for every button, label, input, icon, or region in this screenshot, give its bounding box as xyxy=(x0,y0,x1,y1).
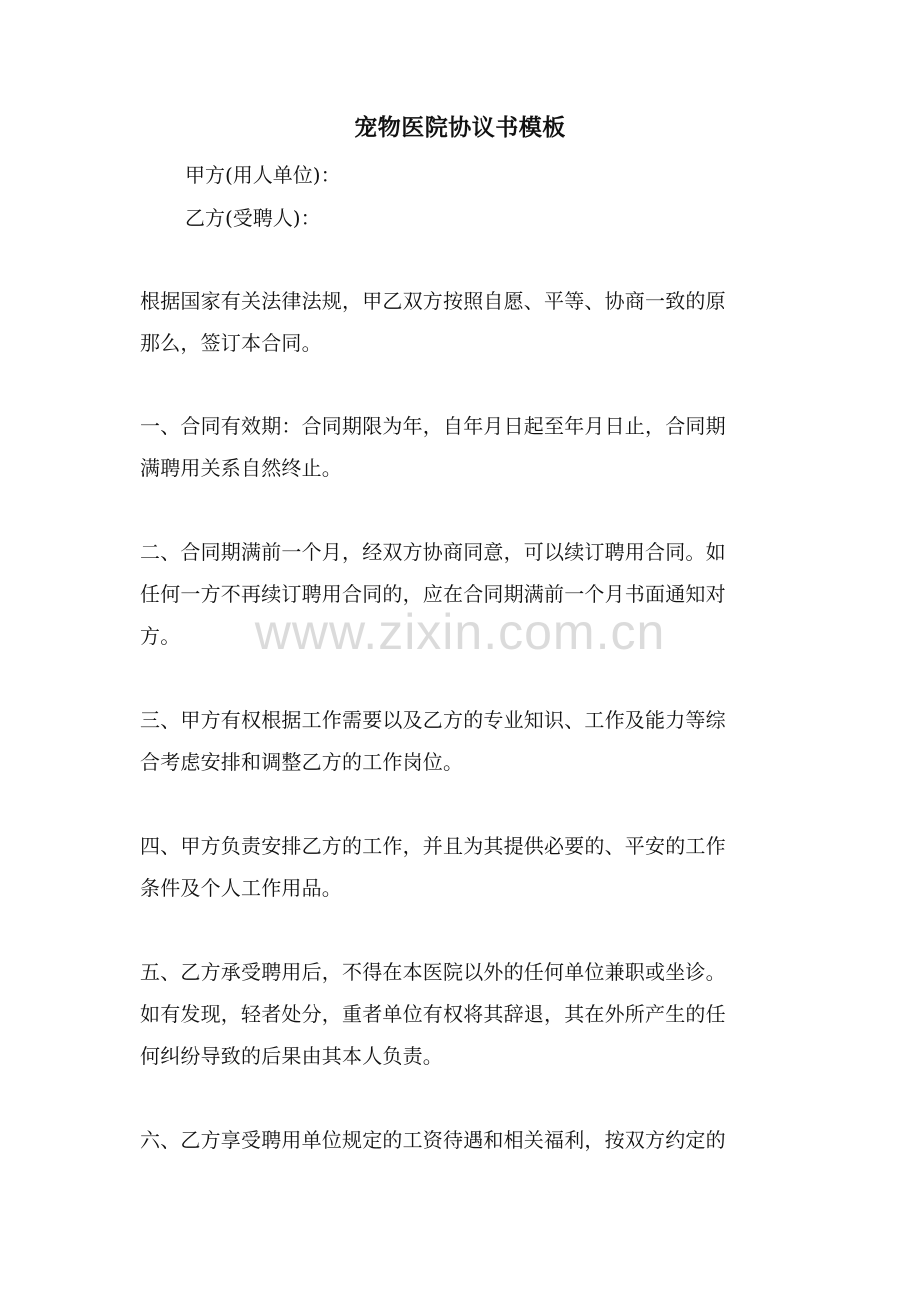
paragraph-clause-4 xyxy=(140,825,780,909)
paragraph-clause-6 xyxy=(140,1119,780,1161)
paragraph-clause-3 xyxy=(140,699,780,783)
paragraph-line: 五、乙方承受聘用后，不得在本医院以外的任何单位兼职或坐诊。 xyxy=(140,960,726,984)
paragraph-line: 根据国家有关法律法规，甲乙双方按照自愿、平等、协商一致的原 xyxy=(140,289,726,313)
paragraph-line: 六、乙方享受聘用单位规定的工资待遇和相关福利，按双方约定的 xyxy=(140,1128,726,1152)
party-b-label: 乙方(受聘人)： xyxy=(185,206,321,230)
paragraph-line: 满聘用关系自然终止。 xyxy=(140,456,342,480)
paragraph-line: 那么，签订本合同。 xyxy=(140,331,322,355)
party-a-label: 甲方(用人单位)： xyxy=(185,163,341,187)
document-title: 宠物医院协议书模板 xyxy=(354,114,566,141)
paragraph-line: 合考虑安排和调整乙方的工作岗位。 xyxy=(140,750,464,774)
watermark-text: www.zixin.com.cn xyxy=(254,604,666,660)
paragraph-clause-1 xyxy=(140,405,780,489)
paragraph-line: 任何一方不再续订聘用合同的，应在合同期满前一个月书面通知对 xyxy=(140,582,726,606)
paragraph-line: 何纠纷导致的后果由其本人负责。 xyxy=(140,1044,443,1068)
paragraph-clause-2 xyxy=(140,531,780,657)
paragraph-preamble xyxy=(140,280,780,364)
paragraph-line: 条件及个人工作用品。 xyxy=(140,876,342,900)
paragraph-line: 如有发现，轻者处分，重者单位有权将其辞退，其在外所产生的任 xyxy=(140,1002,726,1026)
paragraph-line: 方。 xyxy=(140,624,181,648)
paragraph-line: 四、甲方负责安排乙方的工作，并且为其提供必要的、平安的工作 xyxy=(140,834,726,858)
paragraph-line: 二、合同期满前一个月，经双方协商同意，可以续订聘用合同。如 xyxy=(140,540,726,564)
paragraph-clause-5 xyxy=(140,951,780,1077)
paragraph-line: 三、甲方有权根据工作需要以及乙方的专业知识、工作及能力等综 xyxy=(140,708,726,732)
paragraph-line: 一、合同有效期：合同期限为年，自年月日起至年月日止，合同期 xyxy=(140,414,726,438)
